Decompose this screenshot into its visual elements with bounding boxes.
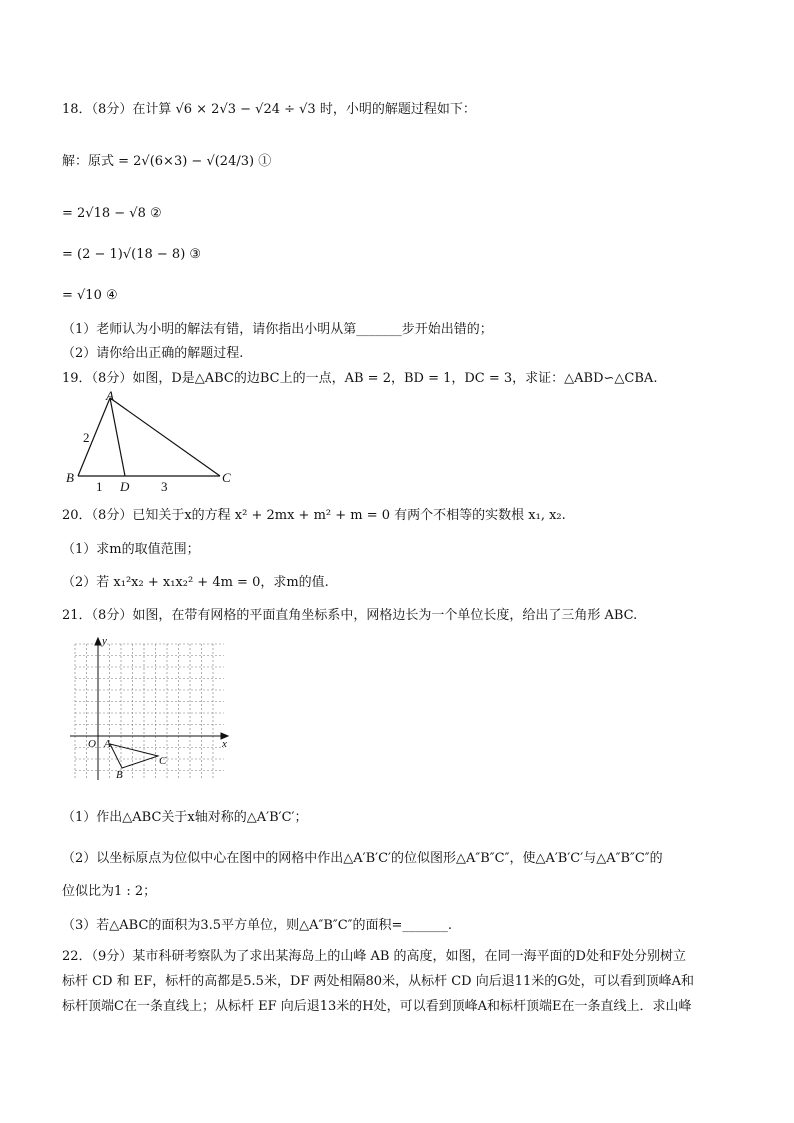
q18-step-4: = √10 ④ (62, 288, 118, 303)
q21-grid-figure (64, 634, 236, 784)
y-axis-label: y (102, 635, 107, 647)
q21-stem: 21．（8分）如图，在带有网格的平面直角坐标系中，网格边长为一个单位长度，给出了三角形 ABC. (62, 608, 638, 623)
label-dc-length: 3 (161, 479, 168, 494)
point-a-label: A (104, 738, 111, 750)
q18-stem: 18．（8分）在计算 √6 × 2√3 − √24 ÷ √3 时，小明的解题过程如下： (62, 102, 476, 117)
q18-step-3: = (2 − 1)√(18 − 8) ③ (62, 247, 202, 262)
q22-line-1: 22．（9分）某市科研考察队为了求出某海岛上的山峰 AB 的高度，如图，在同一海平面的D处和F处分别树立 (62, 949, 686, 964)
q20-part-1: （1）求m的取值范围； (62, 542, 200, 557)
x-axis-label: x (222, 738, 227, 750)
origin-label: O (88, 738, 96, 750)
segment-ac (110, 398, 220, 476)
point-c-label: C (159, 755, 167, 767)
point-b-label: B (116, 769, 123, 781)
triangle-abc (110, 744, 158, 768)
q21-part-2b: 位似比为1 : 2； (62, 884, 157, 899)
q21-part-3: （3）若△ABC的面积为3.5平方单位，则△A″B″C″的面积=_______. (62, 918, 453, 933)
q19-triangle-figure (62, 390, 242, 495)
q21-part-1: （1）作出△ABC关于x轴对称的△A′B′C′； (62, 810, 308, 825)
segment-ad (110, 398, 125, 476)
y-axis-arrow (95, 638, 101, 645)
q18-step-1: 解：原式 = 2√(6×3) − √(24/3) ① (62, 154, 272, 169)
label-c: C (222, 470, 231, 485)
label-a: A (106, 390, 114, 403)
label-ab-length: 2 (83, 430, 90, 445)
q18-part-1: （1）老师认为小明的解法有错，请你指出小明从第_______步开始出错的； (62, 322, 493, 337)
q22-line-3: 标杆顶端C在一条直线上；从标杆 EF 向后退13米的H处，可以看到顶峰A和标杆顶端E在一条直线上．求山峰 (62, 999, 692, 1014)
q18-step-2: = 2√18 − √8 ② (62, 206, 162, 221)
q20-part-2: （2）若 x₁²x₂ + x₁x₂² + 4m = 0，求m的值. (62, 575, 329, 590)
q22-line-2: 标杆 CD 和 EF，标杆的高都是5.5米，DF 两处相隔80米，从标杆 CD 向后退11米的G处，可以看到顶峰A和 (62, 974, 695, 989)
q18-expression: √6 × 2√3 − √24 ÷ √3 (175, 102, 316, 117)
q19-stem: 19．（8分）如图，D是△ABC的边BC上的一点，AB = 2，BD = 1，DC = 3，求证：△ABD∽△CBA. (62, 371, 658, 386)
label-b: B (66, 470, 74, 485)
coordinate-grid (75, 644, 224, 780)
q20-stem: 20．（8分）已知关于x的方程 x² + 2mx + m² + m = 0 有两个不相等的实数根 x₁, x₂. (62, 508, 566, 523)
label-d: D (120, 479, 130, 494)
q21-part-2a: （2）以坐标原点为位似中心在图中的网格中作出△A′B′C′的位似图形△A″B″C″，使△A′B′C′与△A″B″C″的 (62, 851, 663, 866)
label-bd-length: 1 (96, 479, 103, 494)
q18-part-2: （2）请你给出正确的解题过程. (62, 346, 244, 361)
